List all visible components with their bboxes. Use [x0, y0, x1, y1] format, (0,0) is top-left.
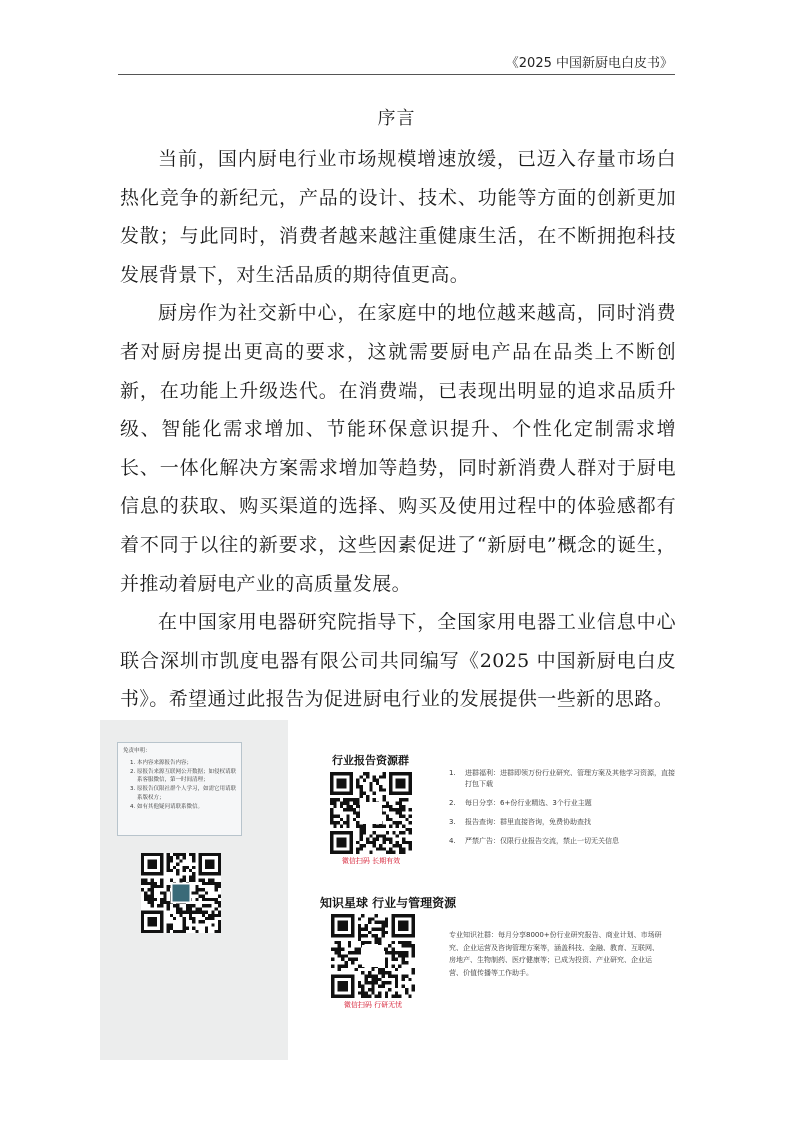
knowledge-planet-qr-code	[331, 914, 415, 998]
report-group-benefits	[449, 768, 679, 855]
knowledge-planet-qr-caption: 微信扫码 行研无忧	[343, 1001, 403, 1009]
disclaimer-item: 2. 原报告来源互联网公开数据；如侵权请联系客服微信，第一时间清理；	[137, 768, 236, 786]
disclaimer-item: 3. 原报告仅限社群个人学习，如需它用请联系版权方；	[137, 785, 236, 803]
disclaimer-item: 1. 本内容来源报告内容；	[137, 759, 236, 768]
preface-paragraph: 厨房作为社交新中心，在家庭中的地位越来越高，同时消费者对厨房提出更高的要求，这就需要厨电产品在品类上不断创新，在功能上升级迭代。在消费端，已表现出明显的追求品质升级、智能化需求增加、节能环保意识提升、个性化定制需求增长、一体化解决方案需求增加等趋势，同时新消费人群对于厨电信息的获取、购买渠道的选择、购买及使用过程中的体验感都有着不同于以往的新要求，这些因素促进了“新厨电”概念的诞生，并推动着厨电产业的高质量发展。	[120, 302, 676, 595]
disclaimer-box	[117, 742, 242, 836]
personal-qr-code	[141, 853, 221, 933]
benefit-item: 3. 报告查询：群里直接咨询，免费协助查找	[449, 817, 591, 826]
header-rule	[118, 74, 675, 75]
benefit-item: 4. 严禁广告：仅限行业报告交流，禁止一切无关信息	[449, 836, 619, 845]
promo-left-panel	[100, 720, 288, 1060]
preface-body	[120, 140, 676, 719]
report-group-qr-code	[330, 772, 412, 854]
preface-paragraph: 在中国家用电器研究院指导下，全国家用电器工业信息中心联合深圳市凯度电器有限公司共同编写《2025 中国新厨电白皮书》。希望通过此报告为促进厨电行业的发展提供一些新的思路。	[120, 611, 676, 711]
report-group-qr-caption: 微信扫码 长期有效	[341, 857, 401, 865]
benefit-item: 1. 进群福利：进群即领万份行业研究、管理方案及其他学习资源，直接打包下载	[449, 769, 675, 788]
preface-paragraph: 当前，国内厨电行业市场规模增速放缓，已迈入存量市场白热化竞争的新纪元，产品的设计、技术、功能等方面的创新更加发散；与此同时，消费者越来越注重健康生活，在不断拥抱科技发展背景下，对生活品质的期待值更高。	[120, 148, 676, 286]
running-header-title: 《2025 中国新厨电白皮书》	[505, 56, 673, 71]
knowledge-planet-description: 专业知识社群：每月分享8000+份行业研究报告、商业计划、市场研究、企业运营及咨询管理方案等，涵盖科技、金融、教育、互联网、房地产、生物制药、医疗健康等；已成为投资、产业研究、企业运营、价值传播等工作助手。	[449, 931, 662, 977]
disclaimer-heading: 免责申明：	[123, 748, 151, 754]
benefit-item: 2. 每日分享：6+份行业精选、3个行业主题	[449, 798, 592, 807]
disclaimer-item: 4. 如有其他疑问请联系微信。	[137, 803, 236, 812]
knowledge-planet-title: 知识星球 行业与管理资源	[320, 896, 457, 910]
preface-title: 序言	[377, 108, 416, 129]
report-group-title: 行业报告资源群	[332, 754, 409, 767]
